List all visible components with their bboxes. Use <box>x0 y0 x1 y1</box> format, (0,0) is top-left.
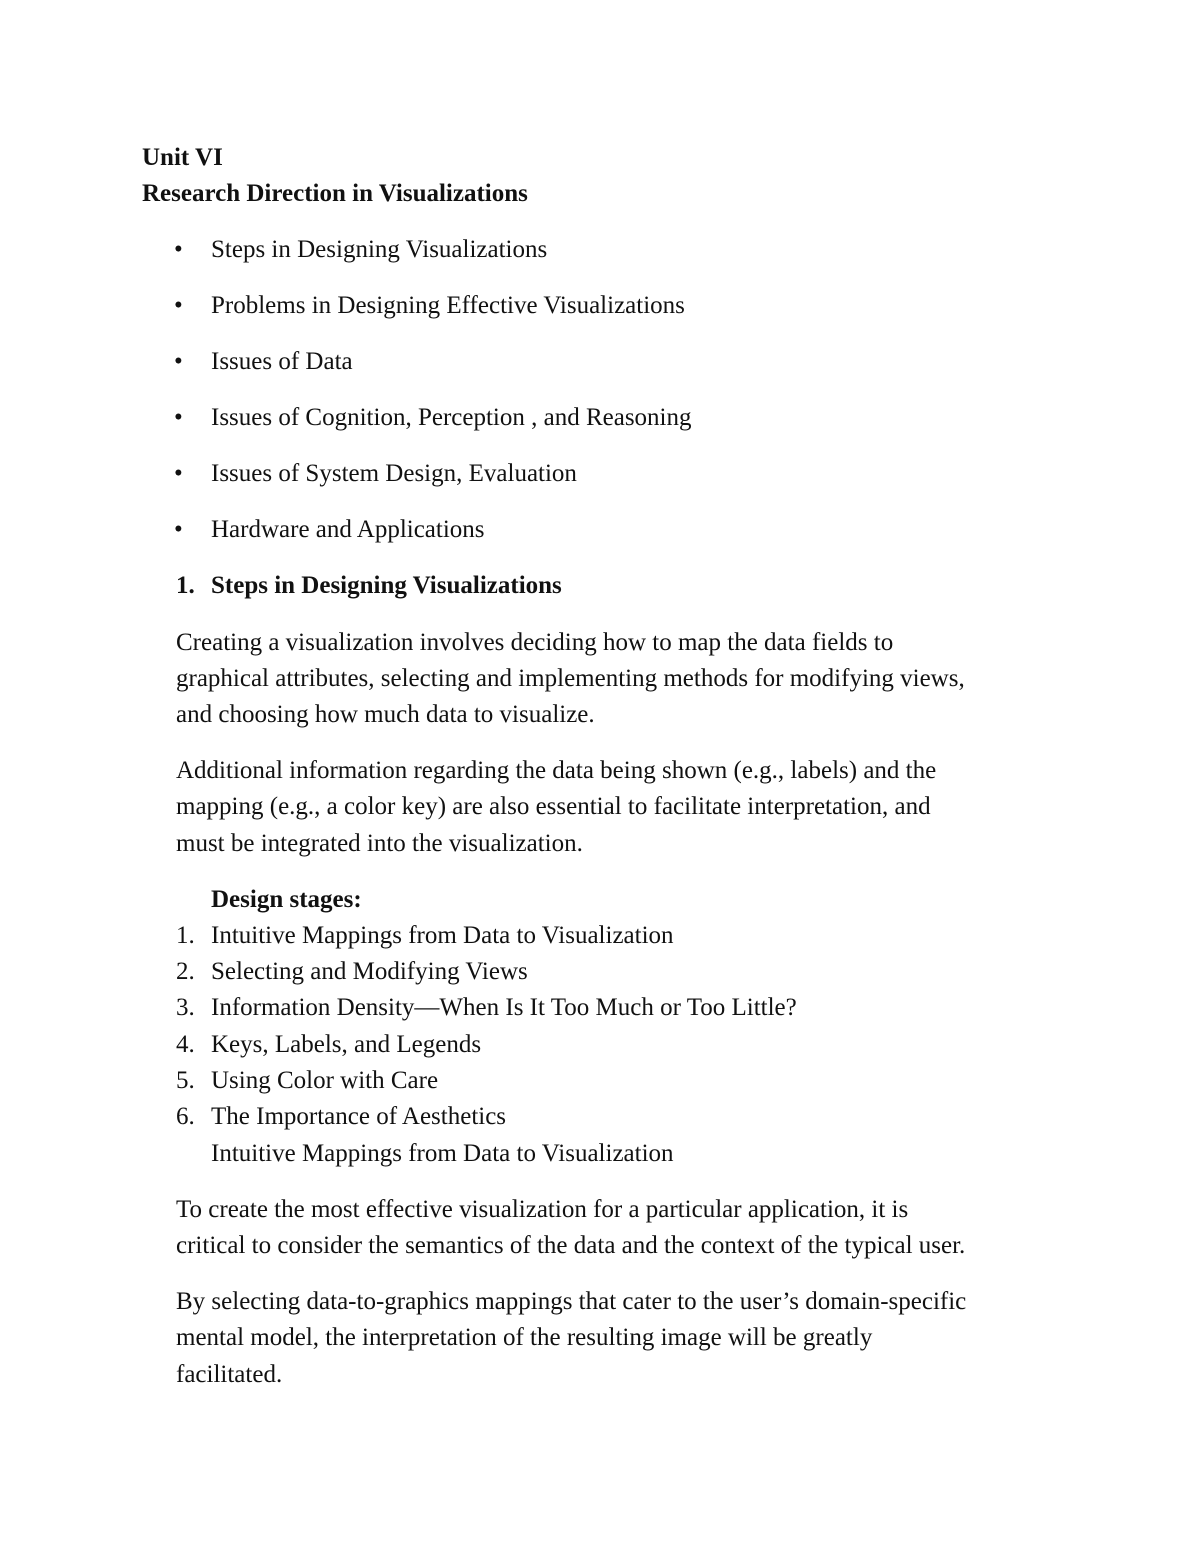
bullet-text: Issues of Data <box>211 348 353 375</box>
stage-number: 6. <box>176 1103 195 1130</box>
bullet-text: Problems in Designing Effective Visualizations <box>211 292 685 319</box>
stage-text: Keys, Labels, and Legends <box>211 1031 482 1058</box>
stage-text: Intuitive Mappings from Data to Visualization <box>211 922 674 949</box>
bullet-text: Issues of System Design, Evaluation <box>211 460 577 487</box>
paragraph-line: facilitated. <box>176 1361 283 1388</box>
stage-text: Using Color with Care <box>211 1067 439 1094</box>
paragraph-line: By selecting data-to-graphics mappings that cater to the user’s domain-specific <box>176 1288 967 1315</box>
stage-text: Information Density—When Is It Too Much or Too Little? <box>211 994 797 1021</box>
bullet-marker: • <box>174 516 183 543</box>
stage-text: The Importance of Aesthetics <box>211 1103 507 1130</box>
paragraph-line: and choosing how much data to visualize. <box>176 701 595 728</box>
stage-number: 3. <box>176 994 195 1021</box>
paragraph-line: mental model, the interpretation of the resulting image will be greatly <box>176 1324 873 1351</box>
bullet-text: Issues of Cognition, Perception , and Reasoning <box>211 404 692 431</box>
paragraph-line: critical to consider the semantics of the data and the context of the typical user. <box>176 1232 966 1259</box>
paragraph-line: Creating a visualization involves deciding how to map the data fields to <box>176 629 894 656</box>
stage-number: 5. <box>176 1067 195 1094</box>
design-stages-heading: Design stages: <box>211 886 362 913</box>
bullet-text: Hardware and Applications <box>211 516 485 543</box>
bullet-marker: • <box>174 236 183 263</box>
subsection-heading: Intuitive Mappings from Data to Visualization <box>211 1140 674 1167</box>
paragraph-line: To create the most effective visualization for a particular application, it is <box>176 1196 909 1223</box>
bullet-marker: • <box>174 348 183 375</box>
paragraph-line: mapping (e.g., a color key) are also essential to facilitate interpretation, and <box>176 793 931 820</box>
bullet-text: Steps in Designing Visualizations <box>211 236 548 263</box>
paragraph-line: graphical attributes, selecting and implementing methods for modifying views, <box>176 665 965 692</box>
stage-number: 1. <box>176 922 195 949</box>
unit-subtitle: Research Direction in Visualizations <box>142 180 528 207</box>
stage-number: 2. <box>176 958 195 985</box>
unit-title: Unit VI <box>142 144 223 171</box>
bullet-marker: • <box>174 404 183 431</box>
paragraph-line: must be integrated into the visualization. <box>176 830 583 857</box>
section-title: Steps in Designing Visualizations <box>211 572 562 599</box>
paragraph-line: Additional information regarding the data being shown (e.g., labels) and the <box>176 757 937 784</box>
bullet-marker: • <box>174 292 183 319</box>
stage-number: 4. <box>176 1031 195 1058</box>
stage-text: Selecting and Modifying Views <box>211 958 528 985</box>
section-number: 1. <box>176 572 195 599</box>
bullet-marker: • <box>174 460 183 487</box>
